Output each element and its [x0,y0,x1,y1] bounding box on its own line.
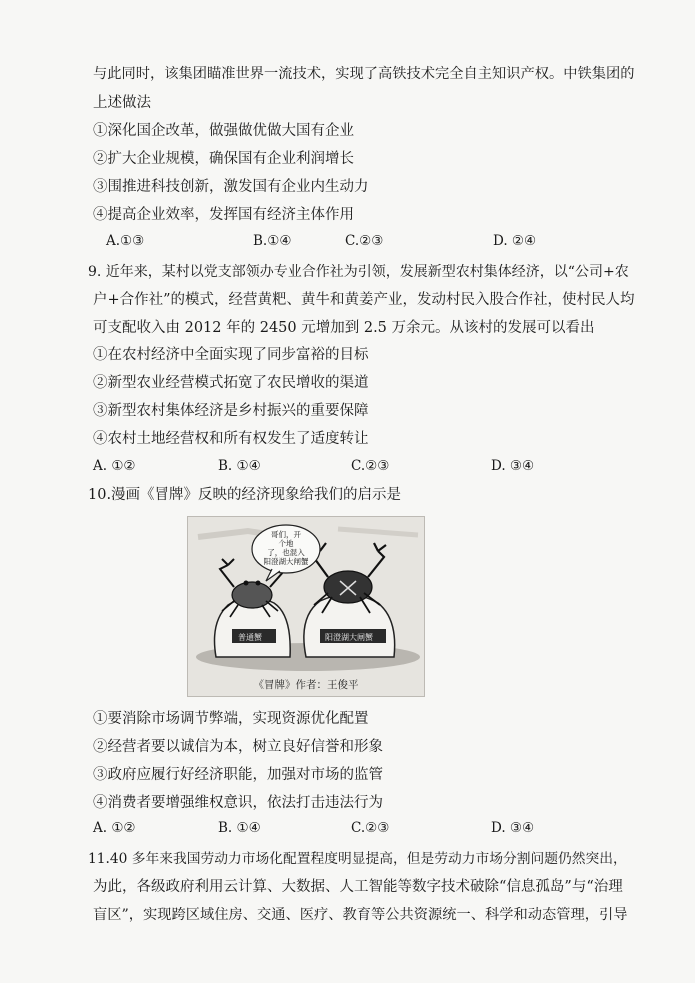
q8-text-line1: 与此同时，该集团瞄准世界一流技术，实现了高铁技术完全自主知识产权。中铁集团的 [93,66,635,82]
q10-text-line1: 10.漫画《冒牌》反映的经济现象给我们的启示是 [88,487,402,503]
q8-option-2: ②扩大企业规模，确保国有企业利润增长 [93,151,354,167]
q8-choice-a: A.①③ [106,233,145,249]
cartoon-caption: 《冒牌》作者：王俊平 [253,679,359,691]
q9-choice-c: C.②③ [351,458,390,474]
q9-option-3: ③新型农村集体经济是乡村振兴的重要保障 [93,403,369,419]
q9-choice-a: A. ①② [93,458,136,474]
q9-choice-b: B. ①④ [218,458,261,474]
q8-choice-d: D. ②④ [493,233,537,249]
cartoon-left-label: 普通蟹 [238,633,262,642]
q11-text-line1: 11.40 多年来我国劳动力市场化配置程度明显提高，但是劳动力市场分割问题仍然突出， [88,851,627,867]
q10-choice-b: B. ①④ [218,820,261,836]
cartoon-right-label: 阳澄湖大闸蟹 [325,633,373,642]
q8-choice-c: C.②③ [345,233,384,249]
q10-choice-c: C.②③ [351,820,390,836]
q9-choices [0,458,695,478]
bubble-line-1: 哥们，开 [271,530,301,539]
q9-option-4: ④农村土地经营权和所有权发生了适度转让 [93,431,369,447]
q10-option-1: ①要消除市场调节弊端，实现资源优化配置 [93,711,369,727]
bubble-line-2: 个地 [278,539,294,548]
q9-text-line1: 9. 近年来，某村以党支部领办专业合作社为引领，发展新型农村集体经济，以“公司+农 [88,264,629,280]
q8-option-1: ①深化国企改革，做强做优做大国有企业 [93,123,354,139]
q10-choice-a: A. ①② [93,820,136,836]
q10-option-2: ②经营者要以诚信为本，树立良好信誉和形象 [93,739,383,755]
q10-option-4: ④消费者要增强维权意识，依法打击违法行为 [93,795,383,811]
q9-text-line2: 户+合作社”的模式，经营黄粑、黄牛和黄姜产业，发动村民入股合作社，使村民人均 [93,292,635,308]
bubble-line-3: 了，也混入 [267,548,305,557]
q9-text-line3: 可支配收入由 2012 年的 2450 元增加到 2.5 万余元。从该村的发展可以看出 [93,320,595,336]
q9-option-2: ②新型农业经营模式拓宽了农民增收的渠道 [93,375,369,391]
q8-option-3: ③围推进科技创新，激发国有企业内生动力 [93,179,369,195]
q9-choice-d: D. ③④ [491,458,535,474]
q8-choice-b: B.①④ [253,233,292,249]
q10-choices [0,820,695,840]
q8-option-4: ④提高企业效率，发挥国有经济主体作用 [93,207,354,223]
q10-option-3: ③政府应履行好经济职能，加强对市场的监管 [93,767,383,783]
q10-choice-d: D. ③④ [491,820,535,836]
q9-option-1: ①在农村经济中全面实现了同步富裕的目标 [93,347,369,363]
cartoon-image [187,516,425,697]
q8-choices [0,233,695,253]
q11-text-line3: 盲区”，实现跨区域住房、交通、医疗、教育等公共资源统一、科学和动态管理，引导 [93,907,628,923]
bubble-line-4: 阳澄湖大闸蟹 [263,557,309,566]
q8-text-line2: 上述做法 [93,95,151,111]
q11-text-line2: 为此，各级政府利用云计算、大数据、人工智能等数字技术破除“信息孤岛”与“治理 [93,879,623,895]
cartoon-bubble-text [254,530,318,566]
